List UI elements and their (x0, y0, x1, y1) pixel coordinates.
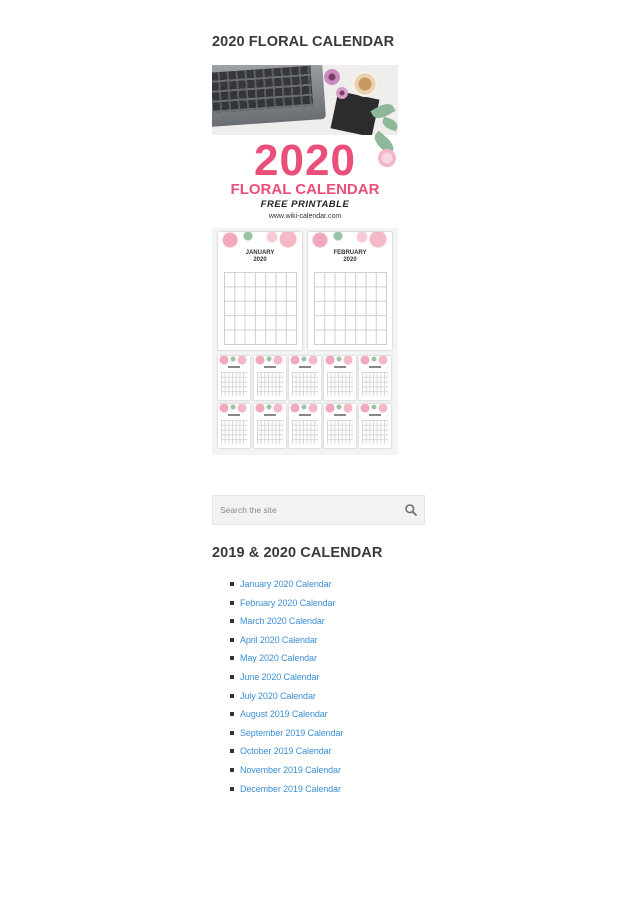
calendar-pages-preview (212, 228, 398, 455)
list-item (230, 596, 343, 615)
list-item (230, 726, 343, 745)
calendar-links-list (230, 577, 343, 800)
mini-calendar-page (218, 356, 250, 400)
calendar-link[interactable]: October 2019 Calendar (240, 746, 332, 757)
laptop-image (212, 65, 326, 127)
calendar-page-january (218, 232, 302, 350)
desk-photo (212, 65, 398, 135)
search-form (212, 495, 425, 525)
calendar-link[interactable]: June 2020 Calendar (240, 671, 320, 682)
list-item (230, 633, 343, 652)
coffee-cup-image (352, 71, 378, 97)
calendar-link[interactable]: January 2020 Calendar (240, 579, 332, 589)
calendar-link[interactable]: April 2020 Calendar (240, 634, 318, 645)
widget-title-floral-calendar: 2020 FLORAL CALENDAR (212, 34, 395, 50)
promo-year: 2020 (254, 136, 356, 185)
calendar-link[interactable]: May 2020 Calendar (240, 653, 317, 664)
mini-calendar-page (324, 404, 356, 448)
list-item (230, 614, 343, 633)
mini-calendar-page (254, 404, 286, 448)
page-month-label: FEBRUARY 2020 (333, 250, 367, 263)
mini-calendar-page (359, 356, 391, 400)
flower-decoration (336, 87, 348, 99)
promo-hero (212, 135, 398, 225)
list-item (230, 782, 343, 801)
calendar-link[interactable]: December 2019 Calendar (240, 783, 341, 794)
calendar-link[interactable]: March 2020 Calendar (240, 616, 325, 627)
list-item (230, 744, 343, 763)
list-item (230, 707, 343, 726)
mini-calendar-page (254, 356, 286, 400)
list-item (230, 670, 343, 689)
mini-calendar-page (359, 404, 391, 448)
flower-decoration (324, 69, 340, 85)
search-input[interactable] (213, 496, 400, 524)
leaf-decoration (381, 117, 398, 132)
widget-title-calendar-list: 2019 & 2020 CALENDAR (212, 545, 383, 561)
list-item (230, 651, 343, 670)
calendar-link[interactable]: September 2019 Calendar (240, 727, 344, 738)
floral-calendar-promo-image[interactable] (212, 65, 398, 455)
mini-calendar-page (218, 404, 250, 448)
promo-heading: FLORAL CALENDAR (230, 181, 380, 198)
calendar-link[interactable]: February 2020 Calendar (240, 597, 336, 608)
calendar-link[interactable]: November 2019 Calendar (240, 764, 341, 775)
calendar-link[interactable]: August 2019 Calendar (240, 709, 328, 720)
calendar-link[interactable]: July 2020 Calendar (240, 690, 316, 701)
promo-url: www.wiki-calendar.com (268, 213, 342, 220)
mini-calendar-page (324, 356, 356, 400)
list-item (230, 763, 343, 782)
list-item (230, 577, 343, 596)
search-icon[interactable] (404, 503, 418, 517)
calendar-page-february (308, 232, 392, 350)
list-item (230, 689, 343, 708)
page-month-label: JANUARY 2020 (245, 250, 275, 263)
mini-calendar-page (289, 404, 321, 448)
mini-calendar-page (289, 356, 321, 400)
promo-subheading: FREE PRINTABLE (260, 199, 350, 210)
